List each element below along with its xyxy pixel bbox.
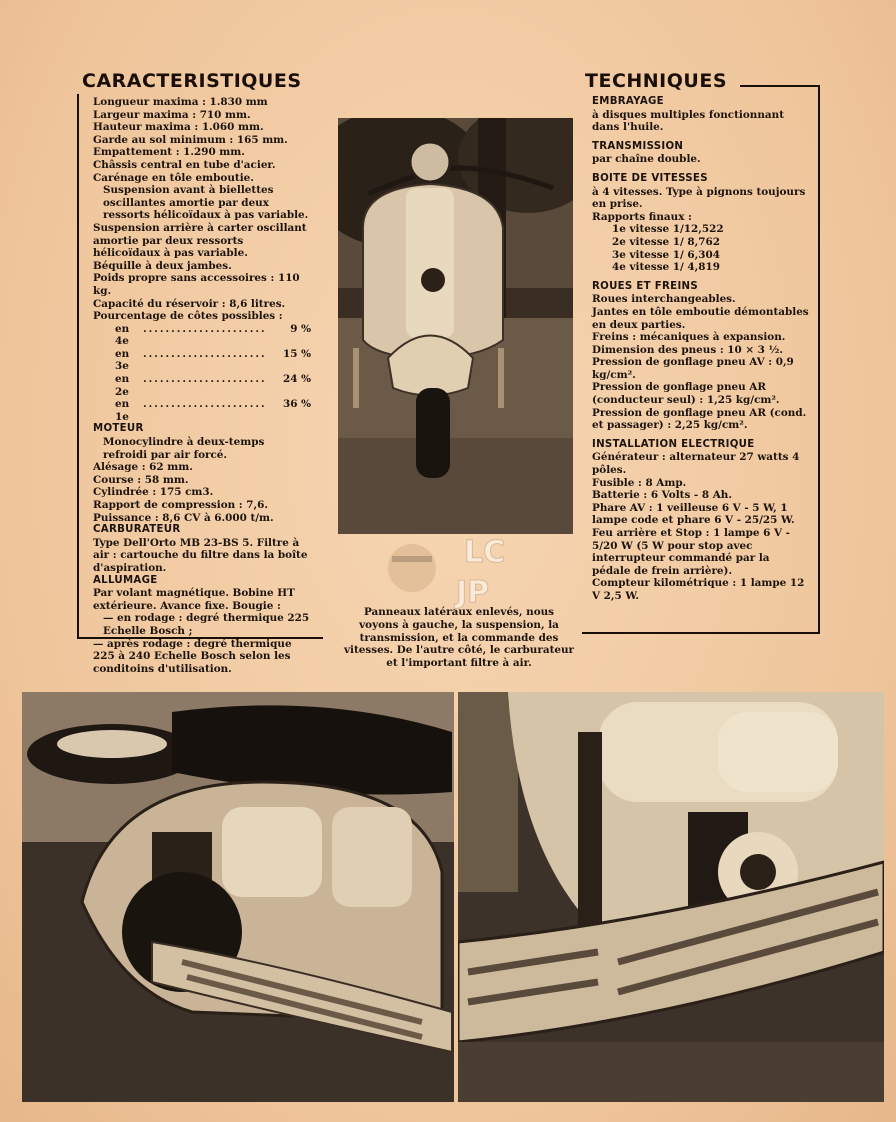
- spec-line: Monocylindre à deux-temps refroidi par air forcé.: [103, 436, 265, 461]
- spec-line: Garde au sol minimum : 165 mm.: [93, 133, 288, 146]
- gradient-row: en 4e ...................... 9 %: [115, 322, 311, 348]
- scooter-left-side-photo: [22, 692, 454, 1102]
- spec-carb-text: Type Dell'Orto MB 23-BS 5. Filtre à air : cartouche du filtre dans la boîte d'aspiration.: [93, 536, 308, 574]
- spec-rapport: 2e vitesse 1/ 8,762: [612, 235, 720, 248]
- spec-line: Largeur maxima : 710 mm.: [93, 108, 251, 121]
- spec-line: Jantes en tôle emboutie démontables en deux parties.: [592, 305, 809, 331]
- spec-line: Course : 58 mm.: [93, 473, 189, 486]
- left-border-vertical: [77, 94, 79, 639]
- spec-line: Phare AV : 1 veilleuse 6 V - 5 W, 1 lampe code et phare 6 V - 25/25 W.: [592, 501, 795, 527]
- heading-caracteristiques: CARACTERISTIQUES: [82, 70, 302, 92]
- scooter-right-side-photo: [458, 692, 884, 1102]
- spec-line: Pression de gonflage pneu AV : 0,9 kg/cm².: [592, 356, 794, 381]
- spec-line: Générateur : alternateur 27 watts 4 pôles.: [592, 451, 800, 477]
- gradient-row: en 2e ...................... 24 %: [115, 373, 311, 398]
- spec-line: Capacité du réservoir : 8,6 litres.: [93, 297, 286, 310]
- spec-line: Freins : mécaniques à expansion.: [592, 331, 786, 344]
- section-heading-allumage: ALLUMAGE: [93, 574, 158, 586]
- scooter-front-image: [338, 118, 573, 534]
- section-heading-carburateur: CARBURATEUR: [93, 524, 181, 536]
- section-heading-transmission: TRANSMISSION: [592, 140, 684, 152]
- spec-line: Alésage : 62 mm.: [93, 461, 193, 474]
- section-heading-moteur: MOTEUR: [93, 423, 144, 435]
- scooter-left-side-image: [22, 692, 454, 1102]
- spec-line: Compteur kilométrique : 1 lampe 12 V 2,5 W.: [592, 577, 805, 602]
- spec-line: Roues interchangeables.: [592, 293, 736, 306]
- spec-line: Poids propre sans accessoires : 110 kg.: [93, 272, 300, 297]
- spec-line: Carénage en tôle emboutie.: [93, 171, 254, 184]
- scooter-right-side-image: [458, 692, 884, 1102]
- spec-transmission: par chaîne double.: [592, 153, 701, 166]
- spec-rapport: 1e vitesse 1/12,522: [612, 223, 724, 236]
- heading-techniques: TECHNIQUES: [585, 70, 727, 92]
- spec-susp-rear: Suspension arrière à carter oscillant amortie par deux ressorts hélicoïdaux à pas variable.: [93, 221, 307, 260]
- watermark-graphic: [378, 520, 528, 610]
- spec-line: Pression de gonflage pneu AR (cond. et passager) : 2,25 kg/cm².: [592, 406, 807, 432]
- spec-embrayage: à disques multiples fonctionnant dans l'huile.: [592, 108, 784, 134]
- spec-line: Feu arrière et Stop : 1 lampe 6 V - 5/20 W (5 W pour stop avec interrupteur commandé par la pédale de frein arrière).: [592, 527, 790, 577]
- right-border-vertical: [818, 85, 820, 634]
- scooter-front-photo: [338, 118, 573, 534]
- spec-rapports-label: Rapports finaux :: [592, 210, 692, 223]
- spec-line: Pourcentage de côtes possibles :: [93, 310, 283, 323]
- right-border-bottom: [582, 632, 820, 634]
- section-heading-roues: ROUES ET FREINS: [592, 280, 698, 292]
- gradient-row: en 1e ...................... 36 %: [115, 398, 311, 423]
- section-heading-boite: BOITE DE VITESSES: [592, 172, 708, 184]
- spec-rapport: 3e vitesse 1/ 6,304: [612, 248, 720, 261]
- watermark-logo: [378, 520, 528, 610]
- photo-caption: Panneaux latéraux enlevés, nous voyons à gauche, la suspension, la transmission, et la commande des vitesses. De l'autre côté, le carburateur et l'important filtre à air.: [343, 606, 575, 670]
- section-heading-embrayage: EMBRAYAGE: [592, 96, 664, 107]
- spec-line: Fusible : 8 Amp.: [592, 476, 687, 489]
- techniques-column: [592, 96, 810, 603]
- caracteristiques-column: [93, 96, 311, 675]
- spec-line: Hauteur maxima : 1.060 mm.: [93, 121, 264, 134]
- spec-line: Cylindrée : 175 cm3.: [93, 486, 214, 499]
- spec-line: Longueur maxima : 1.830 mm: [93, 96, 268, 108]
- spec-line: Châssis central en tube d'acier.: [93, 158, 276, 171]
- spec-boite: à 4 vitesses. Type à pignons toujours en prise.: [592, 185, 806, 211]
- spec-line: Puissance : 8,6 CV à 6.000 t/m.: [93, 511, 274, 524]
- svg-text:JP: JP: [456, 575, 490, 610]
- spec-rapport: 4e vitesse 1/ 4,819: [612, 261, 720, 274]
- spec-allumage-apres: — après rodage : degré thermique 225 à 240 Echelle Bosch selon les conditoins d'utilisation.: [93, 637, 292, 675]
- spec-line: Béquille à deux jambes.: [93, 259, 232, 272]
- spec-allumage-rodage: — en rodage : degré thermique 225 Echelle Bosch ;: [103, 612, 310, 637]
- spec-line: Pression de gonflage pneu AR (conducteur seul) : 1,25 kg/cm².: [592, 381, 780, 407]
- spec-line: Batterie : 6 Volts - 8 Ah.: [592, 489, 732, 502]
- spec-line: Dimension des pneus : 10 × 3 ½.: [592, 343, 783, 356]
- spec-susp-front: Suspension avant à biellettes oscillantes amortie par deux ressorts hélicoïdaux à pas variable.: [103, 184, 309, 222]
- spec-allumage-text: Par volant magnétique. Bobine HT extérieure. Avance fixe. Bougie :: [93, 587, 295, 612]
- section-heading-electrique: INSTALLATION ELECTRIQUE: [592, 438, 755, 450]
- svg-text:LC: LC: [464, 535, 506, 570]
- spec-line: Rapport de compression : 7,6.: [93, 499, 268, 511]
- gradient-row: en 3e ...................... 15 %: [115, 347, 311, 373]
- right-border-top: [740, 85, 820, 87]
- spec-line: Empattement : 1.290 mm.: [93, 146, 245, 159]
